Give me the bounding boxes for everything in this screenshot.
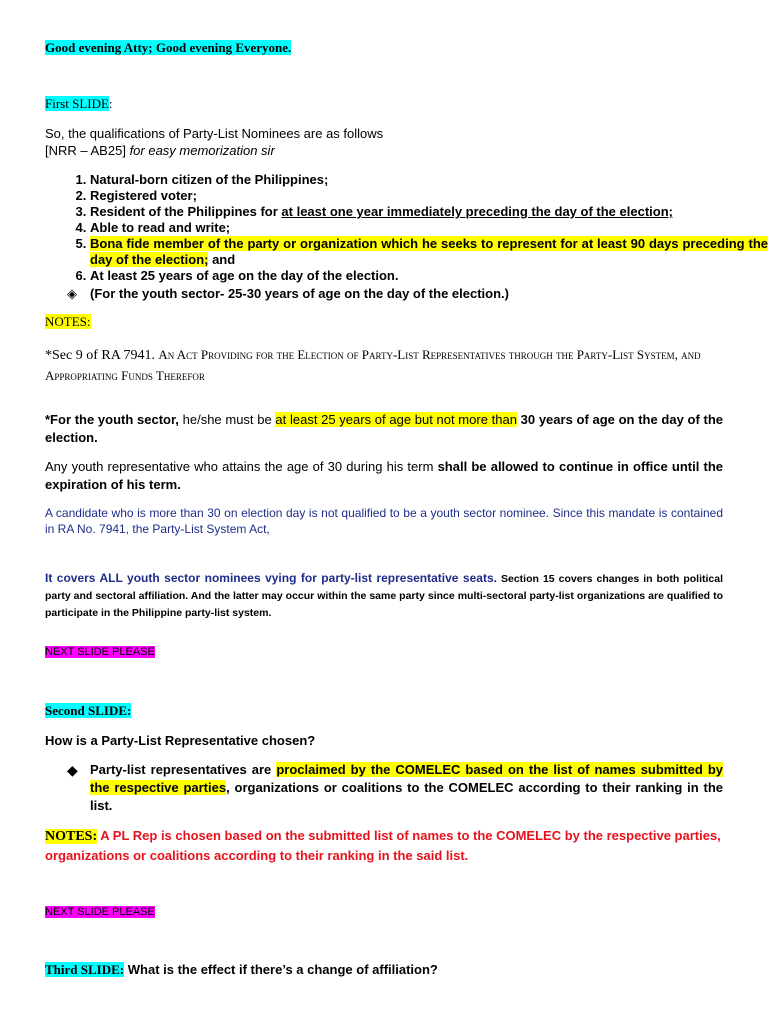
third-slide-question: What is the effect if there’s a change of affiliation? [127, 962, 438, 977]
youth-p1-b: he/she must be [178, 412, 276, 427]
list-item [90, 220, 768, 236]
mnemonic-note: for easy memorization sir [129, 143, 275, 158]
youth-p1-c: 30 years of age on the day of the election. [45, 412, 723, 445]
sec-reference [45, 345, 723, 386]
youth-bullet-text: (For the youth sector- 25-30 years of age on the day of the election.) [90, 286, 509, 301]
qualification-3-underlined: at least one year immediately preceding the day of the election; [281, 204, 673, 219]
third-slide-heading [45, 962, 723, 978]
first-slide-colon: : [108, 96, 113, 111]
qualification-6: At least 25 years of age on the day of the election. [90, 268, 399, 283]
youth-p2-a: Any youth representative who attains the age of 30 during his term [45, 459, 438, 474]
qualification-3-pre: Resident of the Philippines for [90, 204, 282, 219]
youth-bullet [45, 285, 723, 302]
second-slide-heading [45, 703, 723, 719]
qualification-5-highlight: Bona fide member of the party or organization which he seeks to represent for at least 90 days preceding the day of the election; [90, 236, 768, 267]
qualification-1: Natural-born citizen of the Philippines; [90, 172, 329, 187]
qualification-5-post: and [208, 252, 236, 267]
list-item [90, 236, 768, 268]
youth-paragraph-4 [45, 570, 723, 621]
youth-paragraph-1 [45, 411, 723, 447]
greeting-line [45, 40, 723, 56]
bullet-highlight: proclaimed by the COMELEC based on the list of names submitted by the respective parties [90, 762, 723, 795]
notes-label: NOTES: [45, 314, 91, 329]
diamond-bullet-icon: ◈ [67, 286, 77, 301]
qualifications-intro [45, 125, 723, 159]
next-slide-2 [45, 905, 723, 920]
youth-p4-b: Section 15 covers changes in both political party and sectoral affiliation. And the latter may occur within the same party since multi-sectoral party-list organizations are qualified to participate in the Philippine party-list system. [45, 573, 723, 619]
greeting-text: Good evening Atty; Good evening Everyone. [45, 40, 292, 55]
bullet-post: , organizations or coalitions to the COMELEC according to their ranking in the list. [90, 780, 723, 813]
diamond-bullet-icon: ◆ [67, 762, 78, 778]
youth-paragraph-3 [45, 505, 723, 537]
mnemonic: [NRR – AB25] [45, 143, 126, 158]
intro-text: So, the qualifications of Party-List Nominees are as follows [45, 126, 384, 141]
second-slide-question [45, 732, 723, 749]
act-title: An Act Providing for the Election of Party-List Representatives through the Party-List System, and Appropriating Funds Therefor [45, 347, 701, 383]
notes-label: NOTES: [45, 829, 98, 844]
sec-ref: *Sec 9 of RA 7941. [45, 348, 156, 363]
next-slide-label: NEXT SLIDE PLEASE [45, 906, 155, 918]
bullet-pre: Party-list representatives are [90, 762, 277, 777]
list-item [90, 188, 768, 204]
youth-p1-a: *For the youth sector, [45, 412, 179, 427]
list-item [90, 204, 768, 220]
qualifications-list [45, 172, 768, 284]
question-text: How is a Party-List Representative chosen? [45, 733, 316, 748]
qualification-2: Registered voter; [90, 188, 197, 203]
second-slide-label: Second SLIDE: [45, 703, 132, 718]
list-item [90, 268, 768, 284]
youth-p4-a: It covers ALL youth sector nominees vying for party-list representative seats. [45, 571, 497, 585]
youth-p2-b: shall be allowed to continue in office until the expiration of his term. [45, 459, 723, 492]
next-slide-1 [45, 645, 723, 660]
youth-p1-highlight: at least 25 years of age but not more than [275, 412, 517, 427]
second-slide-notes [45, 826, 723, 865]
youth-paragraph-2 [45, 458, 723, 494]
first-slide-label: First SLIDE [45, 96, 109, 111]
notes-heading [45, 314, 723, 330]
youth-p3: A candidate who is more than 30 on election day is not qualified to be a youth sector nominee. Since this mandate is contained in RA No. 7941, the Party-List System Act, [45, 506, 723, 536]
second-slide-bullet [45, 761, 723, 815]
first-slide-heading [45, 96, 723, 112]
third-slide-label: Third SLIDE: [45, 962, 125, 977]
notes-text: A PL Rep is chosen based on the submitted list of names to the COMELEC by the respective parties, organizations or coalitions according to their ranking in the said list. [45, 828, 721, 863]
list-item [90, 172, 768, 188]
next-slide-label: NEXT SLIDE PLEASE [45, 646, 155, 658]
qualification-4: Able to read and write; [90, 220, 231, 235]
